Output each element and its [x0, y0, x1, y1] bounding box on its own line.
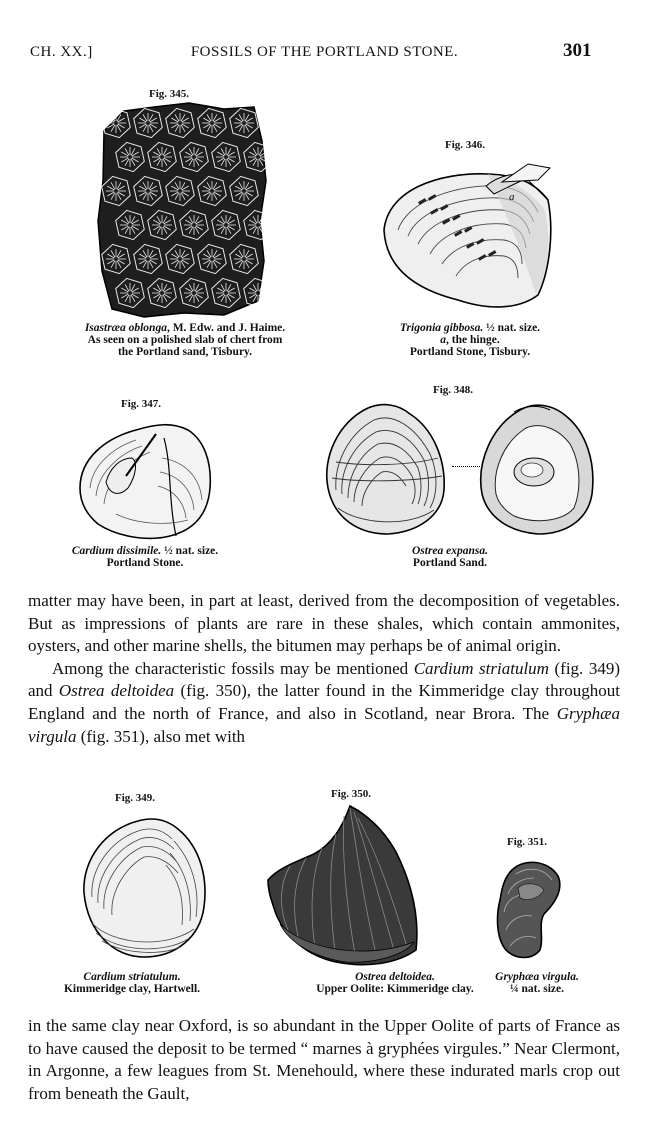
fig-349-caption-line1: [22, 971, 242, 983]
fig-346-species: Trigonia gibbosa.: [399, 322, 484, 334]
fig-345-caption-line3: the Portland sand, Tisbury.: [117, 346, 253, 358]
fig-345-species: Isastræa oblonga: [84, 322, 167, 334]
fig-346-hinge-text: , the hinge.: [446, 334, 500, 346]
fig-351-gryphaea-virgula-illustration: [494, 854, 564, 962]
paragraph-2: [28, 658, 620, 748]
fig-348-species: Ostrea expansa.: [411, 545, 489, 557]
fig-349-caption-line2: Kimmeridge clay, Hartwell.: [63, 983, 201, 995]
fig-347-caption: [40, 545, 250, 569]
fig-346-scale: ½ nat. size.: [483, 322, 541, 334]
fig-350-ostrea-deltoidea-illustration: [266, 804, 426, 970]
paragraph-2-text-2: (fig. 349) and: [28, 658, 620, 701]
fig-346-label: Fig. 346.: [445, 139, 486, 151]
fig-347-caption-line1: [40, 545, 250, 557]
fig-347-caption-line2: Portland Stone.: [106, 557, 184, 569]
fig-351-caption-line2: ¼ nat. size.: [510, 983, 564, 995]
running-header-chapter: CH. XX.]: [30, 44, 93, 60]
fig-351-caption-line1: [452, 971, 622, 983]
fig-348-label: Fig. 348.: [433, 384, 474, 396]
paragraph-2-text-4: (fig. 351), also met with: [76, 726, 246, 746]
fig-350-label: Fig. 350.: [331, 788, 372, 800]
fig-348-caption: [370, 545, 530, 569]
fig-346-hinge-annotation: a: [509, 191, 515, 203]
fig-350-caption-line2: Upper Oolite: Kimmeridge clay.: [316, 983, 474, 995]
paragraph-2-italic-gryphaea: Gryphæa virgula: [28, 703, 620, 746]
fig-346-trigonia-shell-illustration: [378, 160, 578, 320]
running-header-title: FOSSILS OF THE PORTLAND STONE.: [190, 44, 459, 60]
fig-348-caption-line1: [370, 545, 530, 557]
fig-350-species: Ostrea deltoidea.: [355, 971, 435, 983]
fig-347-cardium-shell-illustration: [76, 418, 216, 540]
fig-348-caption-line2: Portland Sand.: [412, 557, 488, 569]
fig-345-coral-slab-illustration: [94, 101, 269, 319]
fig-348-ostrea-expansa-exterior-illustration: [318, 398, 452, 538]
fig-351-caption: [452, 971, 622, 995]
fig-351-species: Gryphæa virgula.: [495, 971, 579, 983]
fig-345-label: Fig. 345.: [149, 88, 190, 100]
fig-348-ostrea-expansa-interior-illustration: [474, 398, 600, 538]
fig-349-species: Cardium striatulum.: [83, 971, 181, 983]
fig-347-label: Fig. 347.: [121, 398, 162, 410]
body-text-block-upper: [28, 590, 620, 748]
paragraph-2-italic-cardium: Cardium striatulum: [413, 658, 549, 678]
fig-351-label: Fig. 351.: [507, 836, 548, 848]
page-number: 301: [563, 40, 592, 61]
paragraph-2-text-1: Among the characteristic fossils may be mentioned: [52, 658, 414, 678]
fig-347-species: Cardium dissimile.: [71, 545, 162, 557]
fig-346-hinge-letter: a: [440, 334, 447, 346]
fig-346-caption-line3: Portland Stone, Tisbury.: [409, 346, 531, 358]
fig-345-caption-line1: [58, 322, 312, 334]
paragraph-2-text-3: (fig. 350), the latter found in the Kimmeridge clay throughout England and the north of France, and also in Scotland, near Brora. The: [28, 681, 620, 723]
fig-345-caption: [58, 322, 312, 358]
fig-345-authors: , M. Edw. and J. Haime.: [166, 322, 286, 334]
fig-346-caption: [350, 322, 590, 358]
paragraph-3: in the same clay near Oxford, is so abundant in the Upper Oolite of parts of France as to have caused the deposit to be termed “ marnes à gryphées virgules.” Near Clermont, in Argonne, a few leagues from St. Menehould, where these indurated marls crop out from beneath the Gault,: [28, 1016, 620, 1103]
fig-349-label: Fig. 349.: [115, 792, 156, 804]
fig-345-caption-line2: As seen on a polished slab of chert from: [87, 334, 283, 346]
fig-346-caption-line2: [350, 334, 590, 346]
fig-349-cardium-striatulum-illustration: [76, 813, 212, 963]
fig-347-scale: ½ nat. size.: [161, 545, 219, 557]
fig-346-caption-line1: [350, 322, 590, 334]
paragraph-2-italic-ostrea: Ostrea deltoidea: [58, 681, 175, 701]
fig-349-caption: [22, 971, 242, 995]
paragraph-1: matter may have been, in part at least, derived from the decomposition of vegetables. But as impressions of plants are rare in these shales, which contain ammonites, oysters, and other marine shells, the bitumen may perhaps be of animal origin.: [28, 591, 620, 656]
body-text-block-lower: [28, 1015, 620, 1105]
